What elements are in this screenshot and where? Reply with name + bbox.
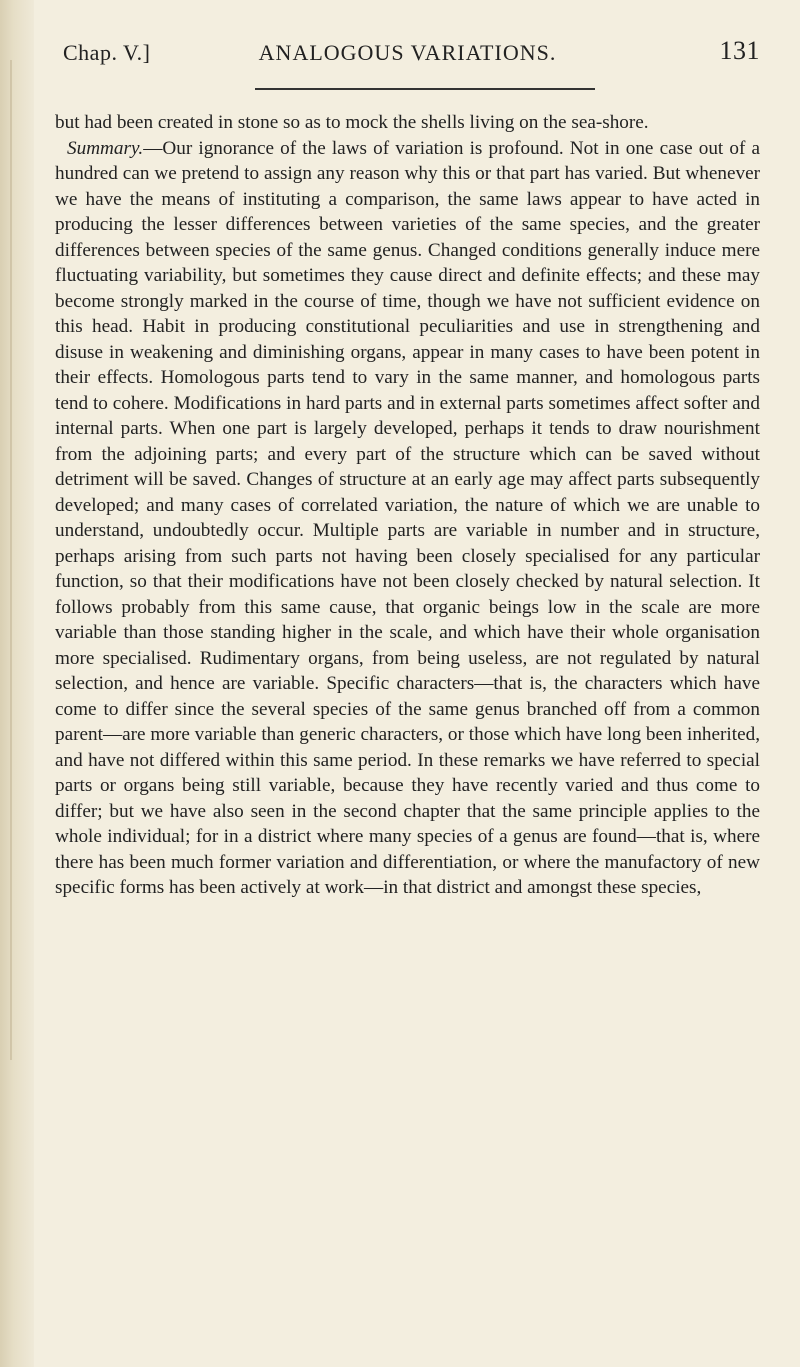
summary-label: Summary. bbox=[67, 137, 144, 159]
header-rule bbox=[255, 88, 595, 90]
running-head bbox=[55, 30, 760, 70]
binding-edge bbox=[0, 0, 34, 1367]
book-page bbox=[55, 30, 760, 901]
page-number: 131 bbox=[719, 36, 760, 65]
summary-text: —Our ignorance of the laws of variation is profound. Not in one case out of a hundred can we pretend to assign any reason why this or that part has varied. But whenever we have the means of instituting a comparison, the same laws appear to have acted in producing the lesser differences between varieties of the same species, and the greater differences between species of the same genus. Changed conditions generally induce mere fluctuating variability, but sometimes they cause direct and definite effects; and these may become strongly marked in the course of time, though we have not sufficient evidence on this head. Habit in producing constitutional peculiarities and use in strengthening and disuse in weakening and diminishing organs, appear in many cases to have been potent in their effects. Homologous parts tend to vary in the same manner, and homologous parts tend to cohere. Modifications in hard parts and in external parts sometimes affect softer and internal parts. When one part is largely developed, perhaps it tends to draw nourishment from the adjoining parts; and every part of the structure which can be saved without detriment will be saved. Changes of structure at an early age may affect parts subsequently developed; and many cases of correlated variation, the nature of which we are unable to understand, undoubtedly occur. Multiple parts are variable in number and in structure, perhaps arising from such parts not having been closely specialised for any particular function, so that their modifications have not been closely checked by natural selection. It follows probably from this same cause, that organic beings low in the scale are more variable than those standing higher in the scale, and which have their whole organisation more specialised. Rudimentary organs, from being useless, are not regulated by natural selection, and hence are variable. Specific characters—that is, the characters which have come to differ since the several species of the same genus branched off from a common parent—are more variable than generic characters, or those which have long been inherited, and have not differed within this same period. In these remarks we have referred to special parts or organs being still variable, because they have recently varied and thus come to differ; but we have also seen in the second chapter that the same principle applies to the whole individual; for in a district where many species of a genus are found—that is, where there has been much former variation and differentiation, or where the manufactory of new specific forms has been actively at work—in that district and amongst these species, bbox=[55, 137, 760, 898]
page-title: ANALOGOUS VARIATIONS. bbox=[258, 40, 557, 65]
summary-paragraph bbox=[55, 136, 760, 901]
chapter-label: Chap. V.] bbox=[63, 40, 151, 65]
paragraph: but had been created in stone so as to mock the shells living on the sea-shore. bbox=[55, 112, 649, 133]
body-text bbox=[55, 110, 760, 901]
